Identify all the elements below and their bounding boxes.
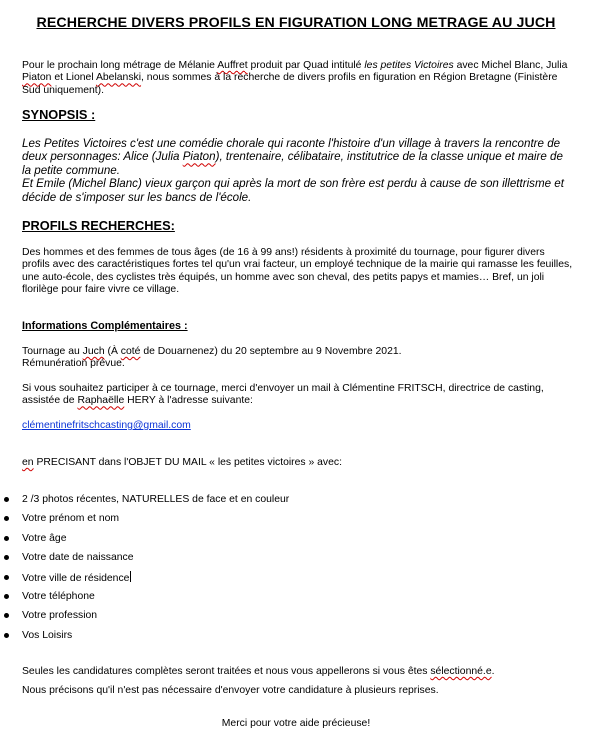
bullet-icon <box>4 497 9 502</box>
requirements-list <box>0 493 560 648</box>
bullet-icon <box>4 633 9 638</box>
precisant-paragraph: en PRECISANT dans l'OBJET DU MAIL « les petites victoires » avec: <box>22 457 342 468</box>
text-cursor <box>130 571 131 582</box>
intro-paragraph: Pour le prochain long métrage de Mélanie Auffret produit par Quad intitulé les petites Victoires avec Michel Blanc, Julia Piaton et Lionel Abelanski, nous sommes à la recherche de divers profils en figuration en Région Bretagne (Finistère Sud uniquement). <box>22 60 568 96</box>
list-item: Votre prénom et nom <box>0 512 560 531</box>
thanks-line: Merci pour votre aide précieuse! <box>221 718 371 729</box>
email-link[interactable]: clémentinefritschcasting@gmail.com <box>22 420 191 431</box>
list-item: Votre âge <box>0 532 560 551</box>
bullet-icon <box>4 594 9 599</box>
profils-heading: PROFILS RECHERCHES: <box>22 218 175 233</box>
list-item: Votre date de naissance <box>0 551 560 570</box>
tournage-paragraph: Tournage au Juch (À coté de Douarnenez) du 20 septembre au 9 Novembre 2021. Rémunération prévue. <box>22 346 402 370</box>
infos-heading: Informations Complémentaires : <box>22 320 188 332</box>
synopsis-text: Les Petites Victoires c'est une comédie chorale qui raconte l'histoire d'un village à travers la rencontre de deux personnages: Alice (Julia Piaton), trentenaire, célibataire, institutrice de la classe unique et maire de la petite commune. Et Emile (Michel Blanc) vieux garçon qui après la mort de son frère est perdu à cause de son illettrisme et décide de s'imposer sur les bancs de l'école. <box>22 137 564 204</box>
bullet-icon <box>4 536 9 541</box>
closing-paragraph: Seules les candidatures complètes seront traitées et nous vous appellerons si vous êtes sélectionné.e. Nous précisons qu'il n'est pas nécessaire d'envoyer votre candidature à plusieurs reprises. <box>22 666 495 696</box>
bullet-icon <box>4 555 9 560</box>
profils-text: Des hommes et des femmes de tous âges (de 16 à 99 ans!) résidents à proximité du tournage, pour figurer divers profils avec des caractéristiques fortes tel qu'un vrai facteur, un employé technique de la mairie qui ramasse les feuilles, une auto-école, des cyclistes très équipés, un homme avec son cheval, des petits papys et mamies… Bref, un joli florilège pour faire vivre ce village. <box>22 247 573 295</box>
bullet-icon <box>4 613 9 618</box>
list-item: Votre téléphone <box>0 590 560 609</box>
bullet-icon <box>4 575 9 580</box>
bullet-icon <box>4 516 9 521</box>
list-item: 2 /3 photos récentes, NATURELLES de face et en couleur <box>0 493 560 512</box>
synopsis-heading: SYNOPSIS : <box>22 107 96 122</box>
document-title: RECHERCHE DIVERS PROFILS EN FIGURATION LONG METRAGE AU JUCH <box>36 15 556 31</box>
list-item: Vos Loisirs <box>0 629 560 648</box>
list-item: Votre ville de résidence <box>0 571 560 590</box>
list-item: Votre profession <box>0 609 560 628</box>
participation-paragraph: Si vous souhaitez participer à ce tournage, merci d'envoyer un mail à Clémentine FRITSCH, directrice de casting, assistée de Raphaëlle HERY à l'adresse suivante: <box>22 383 544 407</box>
